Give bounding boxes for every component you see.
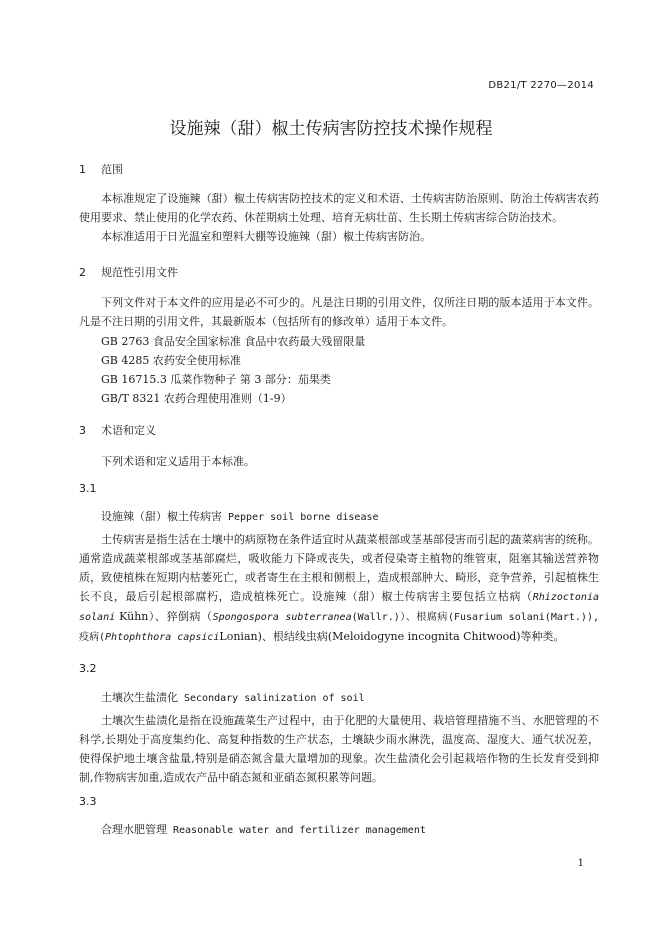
term-3-3-number: 3.3: [79, 795, 97, 808]
definition-text: (Wallr.)）、根腐病(Fusarium solani(Mart.)),疫病(: [79, 612, 599, 643]
term-3-2-chinese: 土壤次生盐渍化: [101, 691, 178, 704]
section-3-paragraph-1: 下列术语和定义适用于本标准。: [101, 455, 255, 468]
section-2-heading: [79, 264, 178, 280]
standard-code: DB21/T 2270—2014: [488, 80, 594, 91]
term-3-3: [101, 821, 426, 837]
definition-text: Lonian)、根结线虫病(Meloidogyne incognita Chitwood)等种类。: [219, 630, 565, 643]
section-3-title: 术语和定义: [101, 424, 156, 437]
term-3-1-chinese: 设施辣（甜）椒土传病害: [101, 510, 222, 523]
term-3-2-definition: 土壤次生盐渍化是指在设施蔬菜生产过程中，由于化肥的大量使用、栽培管理措施不当、水肥管理的不科学,长期处于高度集约化、高复种指数的生产状态，土壤缺少雨水淋洗，温度高、湿度大、通气状况差，使得保护地土壤含盐量,特别是硝态氮含量大量增加的现象。次生盐渍化会引起栽培作物的生长发育受到抑制,作物病害加重,造成农产品中硝态氮和亚硝态氮积累等问题。: [79, 714, 599, 784]
scientific-name: Phtophthora capsici: [105, 632, 220, 643]
term-3-1: [101, 508, 379, 524]
term-3-2: [101, 689, 365, 705]
reference-item: GB/T 8321 农药合理使用准则（1-9）: [101, 392, 292, 405]
term-3-1-definition: [79, 530, 599, 647]
scientific-name: Rhizoctonia solani: [79, 592, 599, 623]
definition-text: 土传病害是指生活在土壤中的病原物在条件适宜时从蔬菜根部或茎基部侵害而引起的蔬菜病害的统称。通常造成蔬菜根部或茎基部腐烂，吸收能力下降或丧失，或者侵染寄主植物的维管束，阻塞其输送营养物质，致使植株在短期内枯萎死亡，或者寄生在主根和侧根上，造成根部肿大、畸形，竞争营养，引起植株生长不良，最后引起根部腐朽，造成植株死亡。设施辣（甜）椒土传病害主要包括立枯病（: [79, 533, 599, 603]
term-3-3-chinese: 合理水肥管理: [101, 823, 167, 836]
section-2-number: 2: [79, 266, 86, 279]
term-3-1-english: Pepper soil borne disease: [228, 512, 379, 523]
section-1-paragraph-2: 本标准适用于日光温室和塑料大棚等设施辣（甜）椒土传病害防治。: [101, 230, 431, 243]
term-3-2-english: Secondary salinization of soil: [184, 693, 365, 704]
section-3-heading: [79, 422, 156, 438]
scientific-name: Spongospora subterranea: [212, 612, 352, 623]
section-2-title: 规范性引用文件: [101, 266, 178, 279]
section-1-number: 1: [79, 163, 86, 176]
reference-item: GB 16715.3 瓜菜作物种子 第 3 部分：茄果类: [101, 373, 331, 386]
page-number: 1: [577, 858, 584, 869]
section-1-title: 范围: [101, 163, 123, 176]
definition-text: Kühn）、猝倒病（: [115, 610, 213, 623]
section-1-heading: [79, 161, 123, 177]
term-3-1-number: 3.1: [79, 482, 97, 495]
document-title: 设施辣（甜）椒土传病害防控技术操作规程: [169, 119, 493, 139]
section-3-number: 3: [79, 424, 86, 437]
reference-item: GB 2763 食品安全国家标准 食品中农药最大残留限量: [101, 335, 366, 348]
reference-item: GB 4285 农药安全使用标准: [101, 354, 241, 367]
term-3-2-number: 3.2: [79, 662, 97, 675]
section-2-paragraph-1: 下列文件对于本文件的应用是必不可少的。凡是注日期的引用文件，仅所注日期的版本适用于本文件。凡是不注日期的引用文件，其最新版本（包括所有的修改单）适用于本文件。: [79, 296, 599, 328]
section-1-paragraph-1: 本标准规定了设施辣（甜）椒土传病害防控技术的定义和术语、土传病害防治原则、防治土传病害农药使用要求、禁止使用的化学农药、休茬期病土处理、培育无病壮苗、生长期土传病害综合防治技术。: [79, 192, 599, 224]
term-3-3-english: Reasonable water and fertilizer management: [173, 825, 426, 836]
